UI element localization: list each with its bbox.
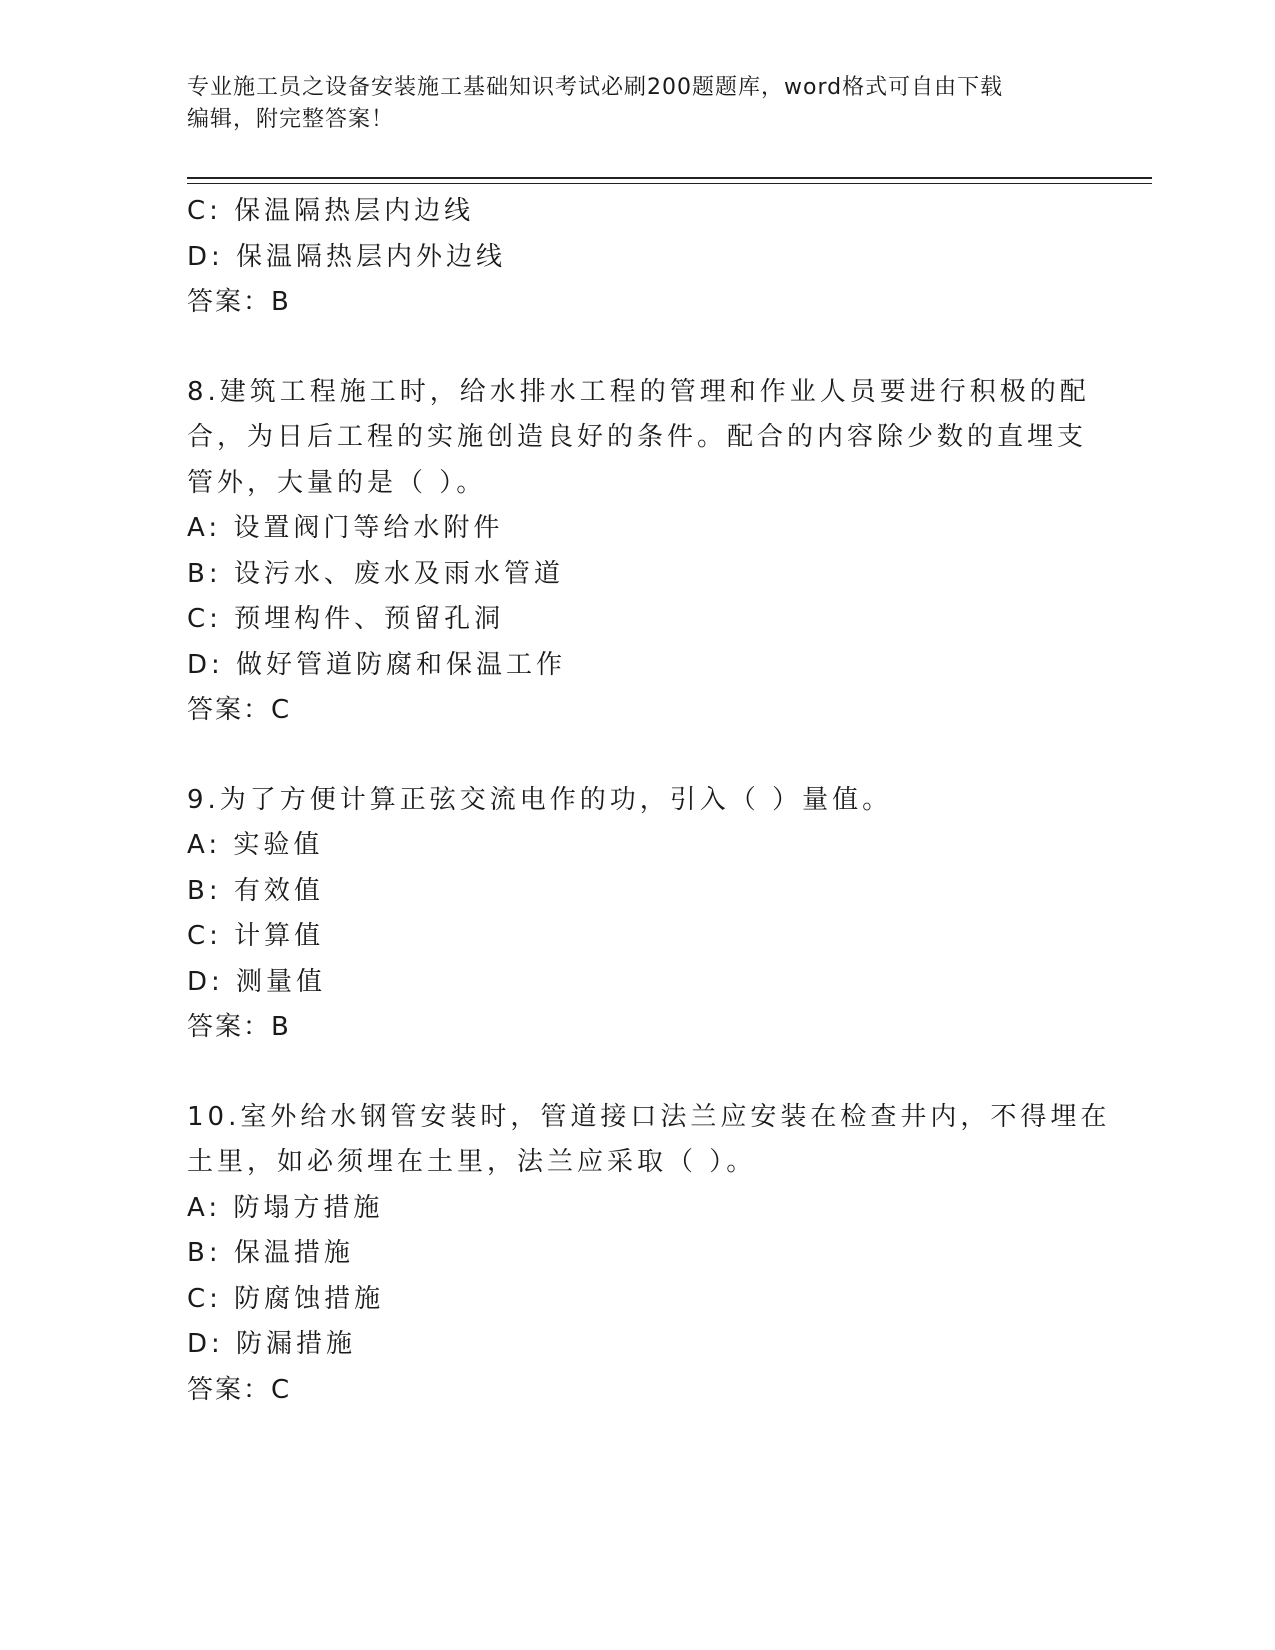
option-d: D: 防漏措施: [187, 1329, 357, 1359]
option-b: B: 有效值: [187, 875, 324, 906]
option-d: D: 测量值: [187, 966, 327, 997]
question-9: [187, 778, 1087, 1051]
option-c: C: 预埋构件、预留孔洞: [187, 604, 505, 634]
answer: 答案：B: [187, 1012, 291, 1042]
option-c: C: 计算值: [187, 921, 325, 951]
question-stem-line: 9.为了方便计算正弦交流电作的功，引入（ ）量值。: [187, 784, 893, 815]
question-8: [187, 370, 1090, 734]
question-stem-line: 土里，如必须埋在土里，法兰应采取（ ）。: [187, 1147, 757, 1177]
answer: 答案：C: [187, 1374, 292, 1405]
document-body: [187, 189, 1111, 1413]
option-d: D: 做好管道防腐和保温工作: [187, 649, 567, 680]
option-a: A: 设置阀门等给水附件: [187, 513, 504, 543]
question-stem-line: 合，为日后工程的实施创造良好的条件。配合的内容除少数的直埋支: [187, 422, 1088, 452]
question-stem-line: 8.建筑工程施工时，给水排水工程的管理和作业人员要进行积极的配: [187, 376, 1090, 407]
question-stem-line: 10.室外给水钢管安装时，管道接口法兰应安装在检查井内，不得埋在: [187, 1101, 1111, 1132]
page-header: [187, 72, 1087, 136]
prev-question: [187, 189, 1087, 326]
option-d: D: 保温隔热层内外边线: [187, 241, 507, 272]
header-title-line1: 专业施工员之设备安装施工基础知识考试必刷200题题库，word格式可自由下载: [187, 75, 1004, 100]
answer: 答案：B: [187, 287, 291, 317]
option-a: A: 实验值: [187, 830, 324, 860]
option-a: A: 防塌方措施: [187, 1192, 384, 1223]
header-divider: [187, 177, 1152, 184]
option-c: C: 保温隔热层内边线: [187, 196, 475, 226]
question-stem-line: 管外，大量的是（ ）。: [187, 467, 487, 498]
question-10: [187, 1095, 1111, 1414]
option-b: B: 设污水、废水及雨水管道: [187, 558, 564, 589]
option-b: B: 保温措施: [187, 1238, 354, 1268]
answer: 答案：C: [187, 695, 292, 725]
option-c: C: 防腐蚀措施: [187, 1283, 385, 1314]
header-title-line2: 编辑，附完整答案！: [187, 107, 395, 132]
